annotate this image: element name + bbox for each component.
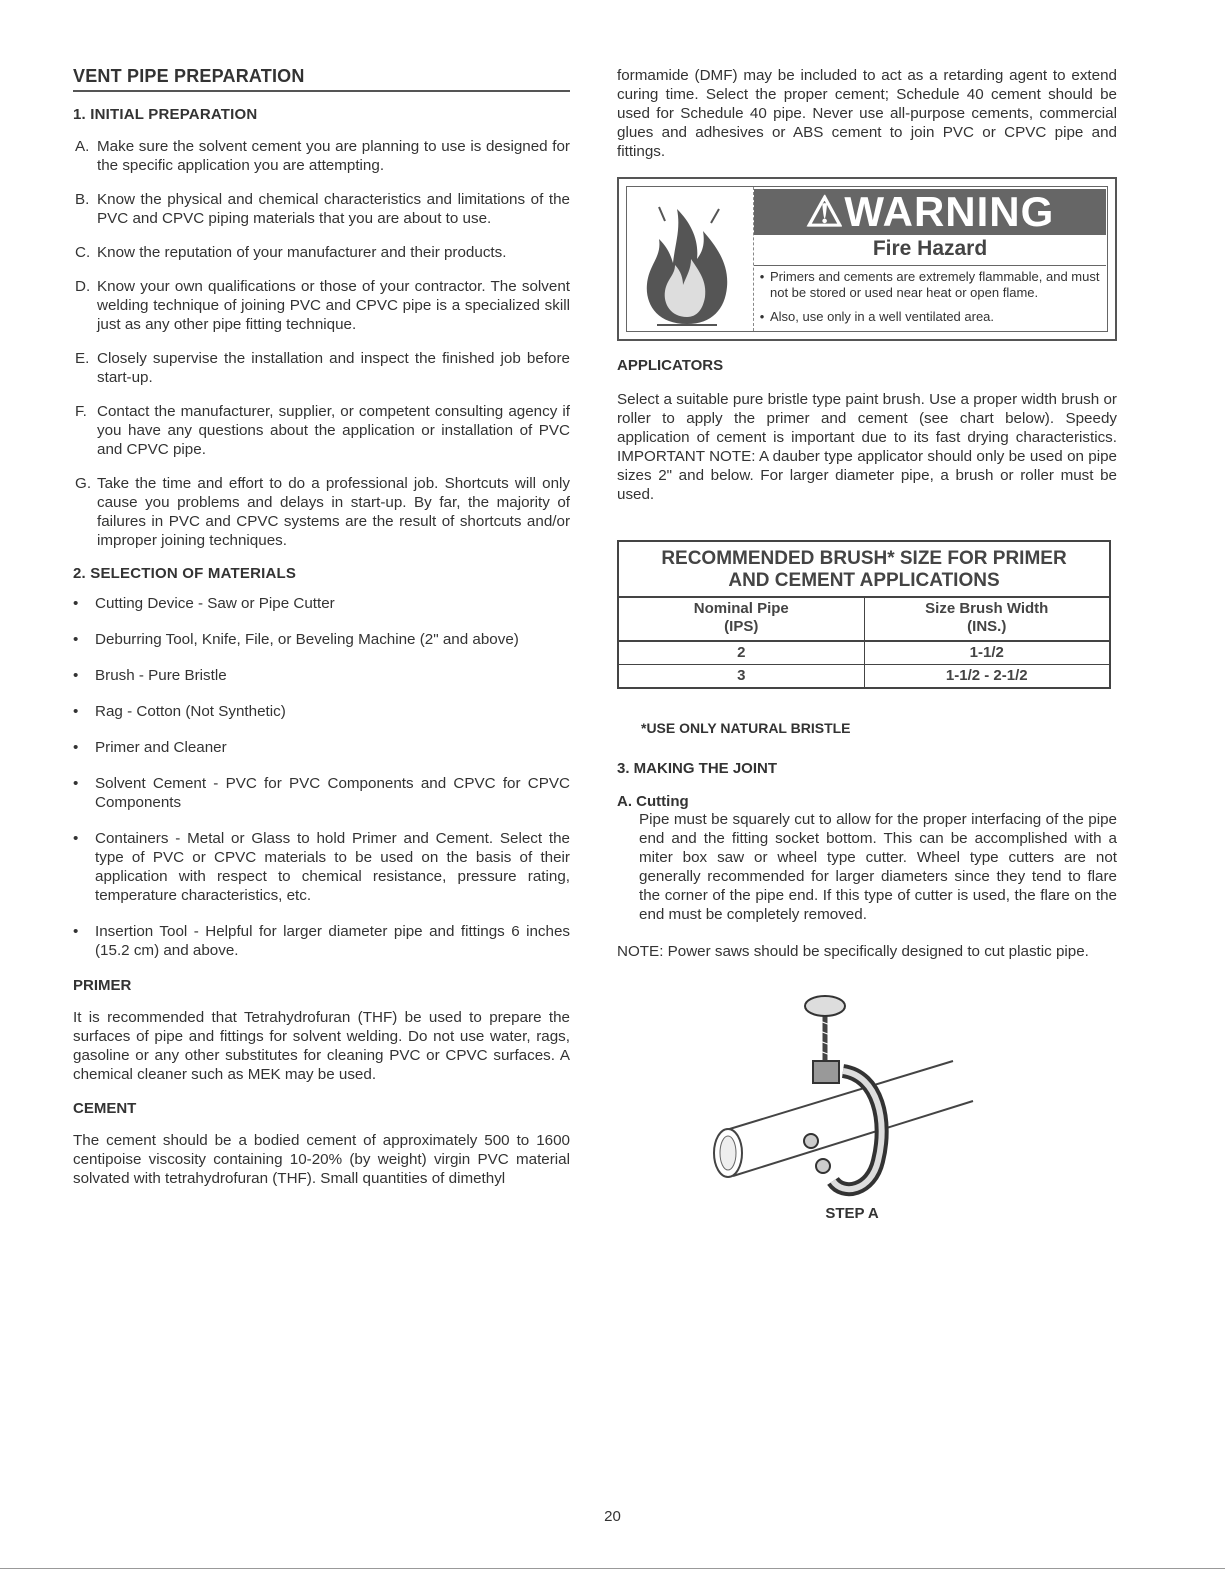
list-item: • Brush - Pure Bristle (73, 667, 227, 684)
page-number: 20 (604, 1508, 621, 1525)
list-item: A. Make sure the solvent cement you are planning to use is designed for the specific application you are attempting. (75, 138, 570, 174)
list-item: C. Know the reputation of your manufacturer and their products. (75, 244, 507, 261)
fire-hazard-warning-box (617, 177, 1117, 341)
cutting-subheading: A. Cutting (617, 793, 689, 810)
bullet-icon: • (73, 631, 79, 648)
pipe-cutter-illustration (703, 991, 1003, 1201)
bullet-icon: • (73, 775, 79, 792)
cutting-paragraph: Pipe must be squarely cut to allow for the proper interfacing of the pipe end and the fitting socket bottom. This can be accomplished with a miter box saw or wheel type cutter. Wheel type cutters are not generally recommended for larger diameters since they tend to flare the corner of the pipe end. If this type of cutter is used, the flare on the end must be completely removed. (639, 811, 1117, 923)
list-item: G. Take the time and effort to do a professional job. Shortcuts will only cause you problems and delays in start-up. By far, the majority of failures in PVC and CPVC systems are the result of shortcuts and/or improper joining techniques. (75, 475, 570, 549)
applicators-paragraph: Select a suitable pure bristle type paint brush. Use a proper width brush or roller to apply the primer and cement (see chart below). Speedy application of cement is important due to its fast drying characteristics. IMPORTANT NOTE: A dauber type applicator should only be used on pipe sizes 2" and below. For larger diameter pipe, a brush or roller must be used. (617, 391, 1117, 503)
list-item: • Solvent Cement - PVC for PVC Components and CPVC for CPVC Components (73, 775, 570, 811)
fire-hazard-subtitle: Fire Hazard (754, 237, 1106, 266)
materials-list (73, 594, 570, 960)
list-item: B. Know the physical and chemical characteristics and limitations of the PVC and CPVC piping materials that you are about to use. (75, 191, 570, 227)
bullet-icon: • (73, 923, 79, 940)
list-item: F. Contact the manufacturer, supplier, or competent consulting agency if you have any questions about the application or installation of PVC and CPVC pipe. (75, 403, 570, 458)
bullet-icon: • (73, 739, 79, 756)
column-header-brush-width: Size Brush Width (INS.) (864, 598, 1109, 641)
warning-list (754, 269, 1101, 333)
table-header-row (619, 598, 1109, 641)
table-footnote: *USE ONLY NATURAL BRISTLE (641, 720, 851, 736)
bullet-icon: • (73, 830, 79, 847)
list-item: • Primer and Cleaner (73, 739, 227, 756)
page-title: VENT PIPE PREPARATION (73, 66, 570, 92)
section-heading-initial-preparation: 1. INITIAL PREPARATION (73, 106, 258, 123)
bullet-icon: • (73, 595, 79, 612)
cement-paragraph-continued: formamide (DMF) may be included to act as a retarding agent to extend curing time. Select the proper cement; Schedule 40 cement should be used for Schedule 40 pipe. Never use all-purpose cements, commercial glues and adhesives or ABS cement to join PVC or CPVC pipe and fittings. (617, 67, 1117, 160)
list-item: • Rag - Cotton (Not Synthetic) (73, 703, 286, 720)
list-item: D. Know your own qualifications or those of your contractor. The solvent welding technique of joining PVC and CPVC pipe is a specialized skill just as any other pipe fitting technique. (75, 278, 570, 333)
table-caption: RECOMMENDED BRUSH* SIZE FOR PRIMER AND CEMENT APPLICATIONS (619, 542, 1109, 598)
bottom-rule (0, 1568, 1225, 1569)
cutting-note: NOTE: Power saws should be specifically designed to cut plastic pipe. (617, 943, 1089, 960)
figure-caption: STEP A (825, 1205, 879, 1222)
table-row: 3 1-1/2 - 2-1/2 (619, 665, 1109, 688)
cement-paragraph: The cement should be a bodied cement of approximately 500 to 1600 centipoise viscosity containing 10-20% (by weight) virgin PVC material solvated with tetrahydrofuran (THF). Small quantities of dimethyl (73, 1132, 570, 1187)
bullet-icon: • (73, 667, 79, 684)
list-item: • Insertion Tool - Helpful for larger diameter pipe and fittings 6 inches (15.2 cm) and above. (73, 923, 570, 959)
list-item: • Deburring Tool, Knife, File, or Beveling Machine (2" and above) (73, 631, 519, 648)
primer-paragraph: It is recommended that Tetrahydrofuran (THF) be used to prepare the surfaces of pipe and fittings for solvent welding. Do not use water, rags, gasoline or any other substitutes for cleaning PVC or CPVC surfaces. A chemical cleaner such as MEK may be used. (73, 1009, 570, 1083)
cement-heading: CEMENT (73, 1100, 137, 1117)
list-item: E. Closely supervise the installation and inspect the finished job before start-up. (75, 350, 570, 386)
section-heading-selection-of-materials: 2. SELECTION OF MATERIALS (73, 565, 297, 582)
applicators-heading: APPLICATORS (617, 357, 724, 374)
list-item: • Containers - Metal or Glass to hold Primer and Cement. Select the type of PVC or CPVC materials to be used on the basis of their application with respect to chemical resistance, pressure rating, temperature characteristics, etc. (73, 830, 570, 904)
warning-banner: ⚠WARNING (754, 189, 1106, 235)
table-row: 2 1-1/2 (619, 641, 1109, 665)
column-header-nominal-pipe: Nominal Pipe (IPS) (619, 598, 864, 641)
initial-preparation-list (73, 137, 570, 550)
section-heading-making-the-joint: 3. MAKING THE JOINT (617, 760, 778, 777)
brush-size-table (617, 540, 1111, 689)
primer-heading: PRIMER (73, 977, 132, 994)
list-item: • Primers and cements are extremely flammable, and must not be stored or used near heat or open flame. (754, 269, 1101, 301)
flame-icon (637, 199, 737, 327)
list-item: • Cutting Device - Saw or Pipe Cutter (73, 595, 335, 612)
bullet-icon: • (759, 269, 765, 284)
left-column (73, 62, 570, 1188)
right-column (617, 62, 1117, 1222)
bullet-icon: • (759, 309, 765, 324)
bullet-icon: • (73, 703, 79, 720)
list-item: • Also, use only in a well ventilated area. (754, 309, 1101, 325)
